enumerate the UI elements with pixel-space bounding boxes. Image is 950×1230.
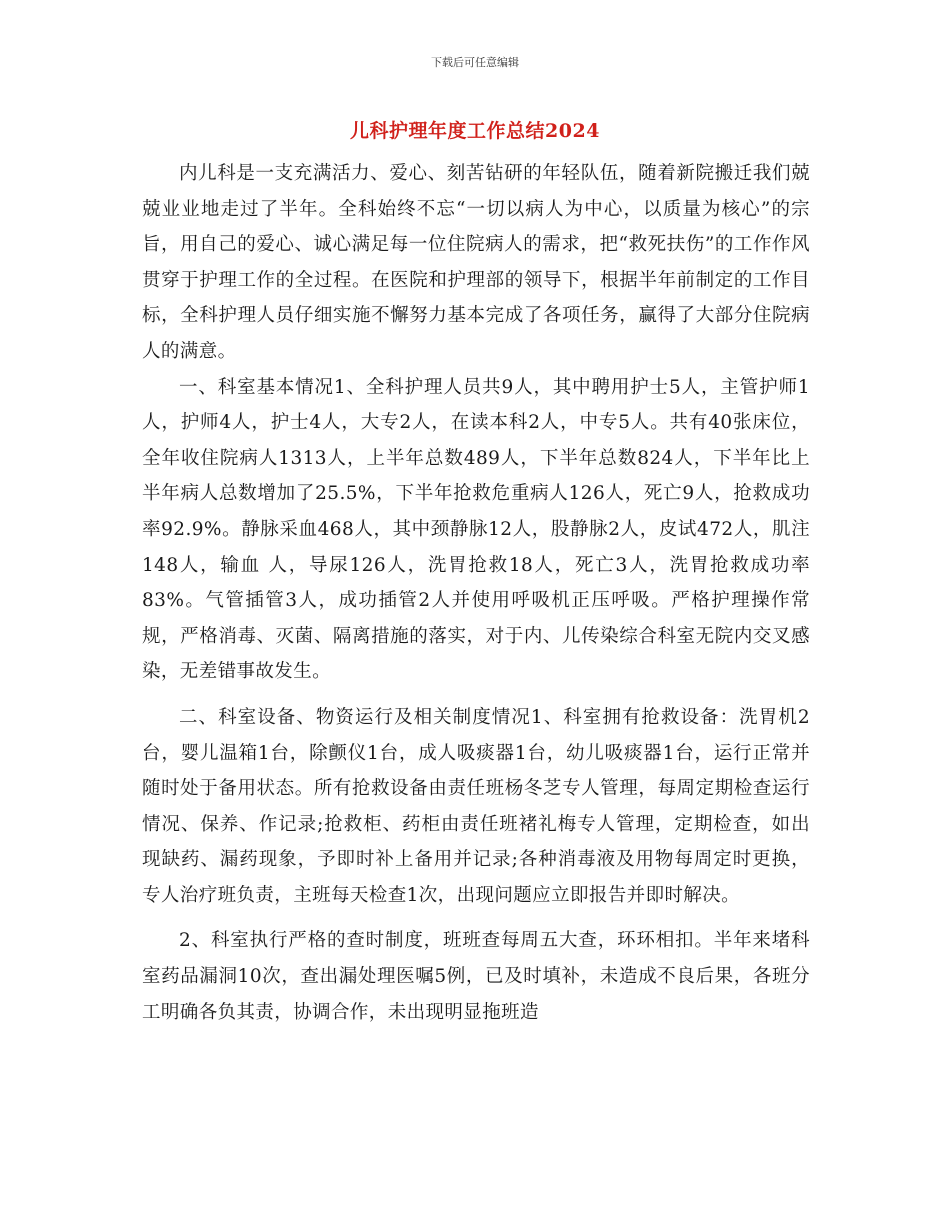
header-note: 下载后可任意编辑 xyxy=(431,56,519,69)
paragraph-section-1: 一、科室基本情况1、全科护理人员共9人，其中聘用护士5人，主管护师1人，护师4人，护士4人，大专2人，在读本科2人，中专5人。共有40张床位，全年收住院病人1313人，上半年总数489人，下半年总数824人，下半年比上半年病人总数增加了25.5%，下半年抢救危重病人126人，死亡9人，抢救成功率92.9%。静脉采血468人，其中颈静脉12人，股静脉2人，皮试472人，肌注148人，输血 人，导尿126人，洗胃抢救18人，死亡3人，洗胃抢救成功率83%。气管插管3人，成功插管2人并使用呼吸机正压呼吸。严格护理操作常规，严格消毒、灭菌、隔离措施的落实，对于内、儿传染综合科室无院内交叉感染，无差错事故发生。 xyxy=(142,376,810,683)
paragraph-section-2: 二、科室设备、物资运行及相关制度情况1、科室拥有抢救设备：洗胃机2台，婴儿温箱1台，除颤仪1台，成人吸痰器1台，幼儿吸痰器1台，运行正常并随时处于备用状态。所有抢救设备由责任班杨冬芝专人管理，每周定期检查运行情况、保养、作记录;抢救柜、药柜由责任班褚礼梅专人管理，定期检查，如出现缺药、漏药现象，予即时补上备用并记录;各种消毒液及用物每周定时更换，专人治疗班负责，主班每天检查1次，出现问题应立即报告并即时解决。 xyxy=(142,706,810,906)
document-title: 儿科护理年度工作总结2024 xyxy=(350,120,600,142)
paragraph-intro: 内儿科是一支充满活力、爱心、刻苦钻研的年轻队伍，随着新院搬迁我们兢兢业业地走过了半年。全科始终不忘“一切以病人为中心，以质量为核心”的宗旨，用自己的爱心、诚心满足每一位住院病人的需求，把“救死扶伤”的工作作风贯穿于护理工作的全过程。在医院和护理部的领导下，根据半年前制定的工作目标，全科护理人员仔细实施不懈努力基本完成了各项任务，赢得了大部分住院病人的满意。 xyxy=(142,163,810,362)
document-body xyxy=(142,156,810,1030)
paragraph-section-2-item-2: 2、科室执行严格的查时制度，班班查每周五大查，环环相扣。半年来堵科室药品漏洞10次，查出漏处理医嘱5例，已及时填补，未造成不良后果，各班分工明确各负其责，协调合作，未出现明显拖班造 xyxy=(142,930,810,1023)
